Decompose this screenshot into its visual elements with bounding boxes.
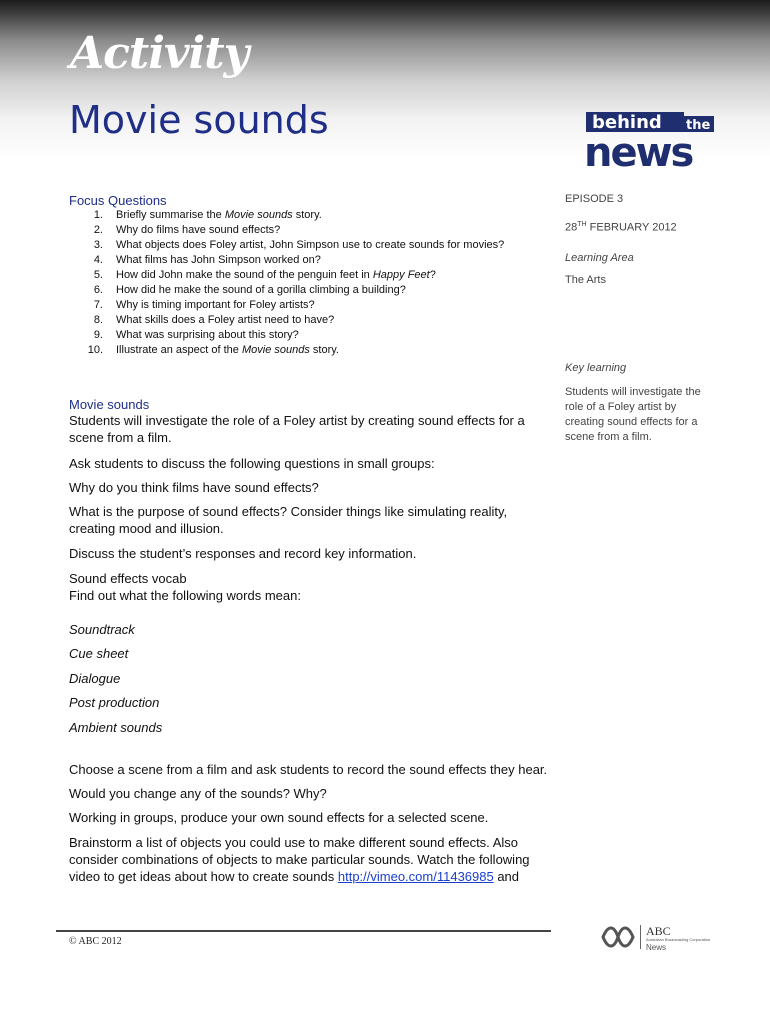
learning-area-label: Learning Area bbox=[565, 252, 634, 264]
list-item: 7. Why is timing important for Foley artists? bbox=[93, 299, 315, 311]
list-item: 5. How did John make the sound of the penguin feet in Happy Feet? bbox=[93, 269, 436, 281]
abc-text: ABC bbox=[646, 924, 671, 938]
abc-news-logo bbox=[600, 922, 720, 952]
vocab-intro: Find out what the following words mean: bbox=[69, 588, 301, 603]
section-intro: Students will investigate the role of a Foley artist by creating sound effects for a scene from a film. bbox=[69, 413, 525, 445]
episode-label: EPISODE 3 bbox=[565, 193, 624, 205]
list-item: 10. Illustrate an aspect of the Movie sounds story. bbox=[87, 344, 339, 356]
vocab-title: Sound effects vocab bbox=[69, 571, 187, 586]
paragraph: What is the purpose of sound effects? Consider things like simulating reality, creating mood and illusion. bbox=[69, 504, 508, 536]
vocab-term: Cue sheet bbox=[69, 646, 129, 661]
page-title: Movie sounds bbox=[69, 98, 329, 142]
list-item: 6. How did he make the sound of a gorilla climbing a building? bbox=[93, 284, 406, 296]
vocab-term: Soundtrack bbox=[69, 622, 135, 637]
paragraph: Choose a scene from a film and ask students to record the sound effects they hear. bbox=[69, 762, 548, 777]
episode-date: 28TH FEBRUARY 2012 bbox=[565, 221, 677, 234]
vocab-term: Post production bbox=[69, 695, 160, 710]
behind-the-news-logo bbox=[584, 110, 716, 170]
footer-divider bbox=[56, 930, 551, 932]
copyright: © ABC 2012 bbox=[69, 936, 122, 947]
logo-behind-text: behind bbox=[592, 112, 662, 133]
key-learning-text: Students will investigate the role of a Foley artist by creating sound effects for a scene from a film. bbox=[565, 386, 701, 443]
list-item: 8. What skills does a Foley artist need to have? bbox=[93, 314, 335, 326]
abc-subtitle: Australian Broadcasting Corporation bbox=[646, 937, 711, 942]
vimeo-link[interactable]: http://vimeo.com/11436985 bbox=[337, 869, 494, 884]
list-item: 1. Briefly summarise the Movie sounds story. bbox=[93, 209, 322, 221]
focus-questions-list bbox=[69, 208, 504, 358]
abc-news-text: News bbox=[646, 943, 667, 952]
logo-the-text: the bbox=[686, 118, 711, 133]
logo-news-text: news bbox=[584, 130, 693, 170]
list-item: 4. What films has John Simpson worked on? bbox=[93, 254, 321, 266]
paragraph: Would you change any of the sounds? Why? bbox=[69, 786, 327, 801]
section-heading: Movie sounds bbox=[69, 397, 150, 412]
paragraph: Ask students to discuss the following questions in small groups: bbox=[69, 456, 435, 471]
focus-questions-heading: Focus Questions bbox=[69, 193, 167, 208]
learning-area-value: The Arts bbox=[565, 274, 606, 286]
paragraph: Discuss the student’s responses and record key information. bbox=[69, 546, 417, 561]
paragraph: Why do you think films have sound effects? bbox=[69, 480, 319, 495]
paragraph-with-link: Brainstorm a list of objects you could use to make different sound effects. Also consider combinations of objects to make particular sounds. Watch the following video to get ideas about how to create sounds http://vimeo.com/11436985 and bbox=[69, 835, 530, 884]
list-item: 2. Why do films have sound effects? bbox=[93, 224, 281, 236]
list-item: 9. What was surprising about this story? bbox=[93, 329, 299, 341]
list-item: 3. What objects does Foley artist, John Simpson use to create sounds for movies? bbox=[93, 239, 505, 251]
key-learning-label: Key learning bbox=[565, 362, 627, 374]
paragraph: Working in groups, produce your own sound effects for a selected scene. bbox=[69, 810, 489, 825]
vocab-term: Ambient sounds bbox=[69, 720, 163, 735]
vocab-term: Dialogue bbox=[69, 671, 121, 686]
activity-wordmark: Activity bbox=[70, 28, 249, 79]
